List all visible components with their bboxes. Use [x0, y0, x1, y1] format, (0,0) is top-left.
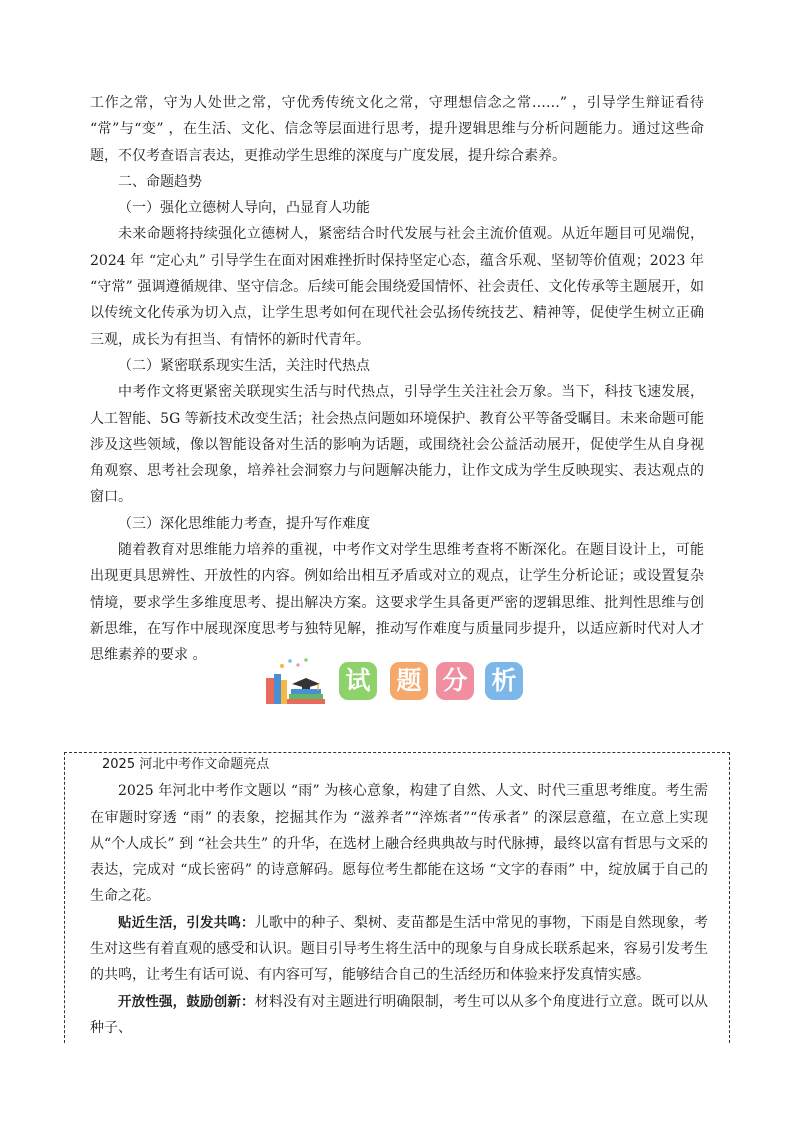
paragraph-1: 未来命题将持续强化立德树人，紧密结合时代发展与社会主流价值观。从近年题目可见端倪，2024 年 “定心丸” 引导学生在面对困难挫折时保持坚定心态，蕴含乐观、坚韧等价值观；2023 年 “守常” 强调遵循规律、坚守信念。后续可能会围绕爱国情怀、社会责任、文化传承等主题展开，如以传统文化传承为切入点，让学生思考如何在现代社会弘扬传统技艺、精神等，促使学生树立正确三观，成长为有担当、有情怀的新时代青年。: [90, 226, 704, 348]
analysis-title: 2025 河北中考作文命题亮点: [102, 757, 270, 772]
paragraph-2: 中考作文将更紧密关联现实生活与时代热点，引导学生关注社会万象。当下，科技飞速发展，人工智能、5G 等新技术改变生活；社会热点问题如环境保护、教育公平等备受瞩目。未来命题可能涉及这些领域，像以智能设备对生活的影响为话题，或围绕社会公益活动展开，促使学生从自身视角观察、思考社会现象，培养社会洞察力与问题解决能力，让作文成为学生反映现实、表达观点的窗口。: [90, 384, 704, 506]
banner-char-fen: 分: [436, 662, 474, 700]
subheading-1: （一）强化立德树人导向，凸显育人功能: [118, 200, 370, 217]
analysis-paragraph-3: [90, 989, 708, 1042]
analysis-paragraph-1: 2025 年河北中考作文题以 “雨” 为核心意象，构建了自然、人文、时代三重思考维度。考生需在审题时穿透 “雨” 的表象，挖掘其作为 “滋养者”“淬炼者”“传承者” 的深层意蕴，在立意上实现从“个人成长” 到 “社会共生” 的升华，在选材上融合经典典故与时代脉搏，最终以富有哲思与文采的表达，完成对 “成长密码” 的诗意解码。愿每位考生都能在这场 “文字的春雨” 中，绽放属于自己的生命之花。: [90, 783, 708, 905]
banner-char-shi: 试: [339, 662, 377, 700]
analysis-banner: [262, 654, 532, 712]
analysis-paragraph-2: [90, 910, 708, 989]
intro-paragraph: 工作之常，守为人处世之常，守优秀传统文化之常，守理想信念之常……” ，引导学生辩证看待 “常”与“变” ，在生活、文化、信念等层面进行思考，提升逻辑思维与分析问题能力。通过这些命题，不仅考查语言表达，更推动学生思维的深度与广度发展，提升综合素养。: [90, 95, 704, 164]
banner-char-xi: 析: [485, 662, 523, 700]
main-body: [90, 90, 704, 669]
section-heading: 二、命题趋势: [118, 173, 202, 190]
analysis-box: [90, 752, 708, 1041]
analysis-label-3: 开放性强，鼓励创新：: [118, 993, 255, 1010]
analysis-text-2: 儿歌中的种子、梨树、麦苗都是生活中常见的事物，下雨是自然现象，考生对这些有着直观的感受和认识。题目引导考生将生活中的现象与自身成长联系起来，容易引发考生的共鸣，让考生有话可说、有内容可写，能够结合自己的生活经历和体验来抒发真情实感。: [90, 914, 709, 984]
subheading-3: （三）深化思维能力考查，提升写作难度: [118, 515, 370, 532]
books-icon: [262, 656, 328, 706]
analysis-label-2: 贴近生活，引发共鸣：: [118, 914, 255, 931]
banner-char-ti: 题: [390, 662, 428, 700]
analysis-text-3: 材料没有对主题进行明确限制，考生可以从多个角度进行立意。既可以从种子、: [90, 993, 709, 1036]
subheading-2: （二）紧密联系现实生活，关注时代热点: [118, 357, 370, 374]
paragraph-3: 随着教育对思维能力培养的重视，中考作文对学生思维考查将不断深化。在题目设计上，可能出现更具思辨性、开放性的内容。例如给出相互矛盾或对立的观点，让学生分析论证；或设置复杂情境，要求学生多维度思考、提出解决方案。这要求学生具备更严密的逻辑思维、批判性思维与创新思维，在写作中展现深度思考与独特见解，推动写作难度与质量同步提升，以适应新时代对人才思维素养的要求 。: [90, 542, 704, 664]
